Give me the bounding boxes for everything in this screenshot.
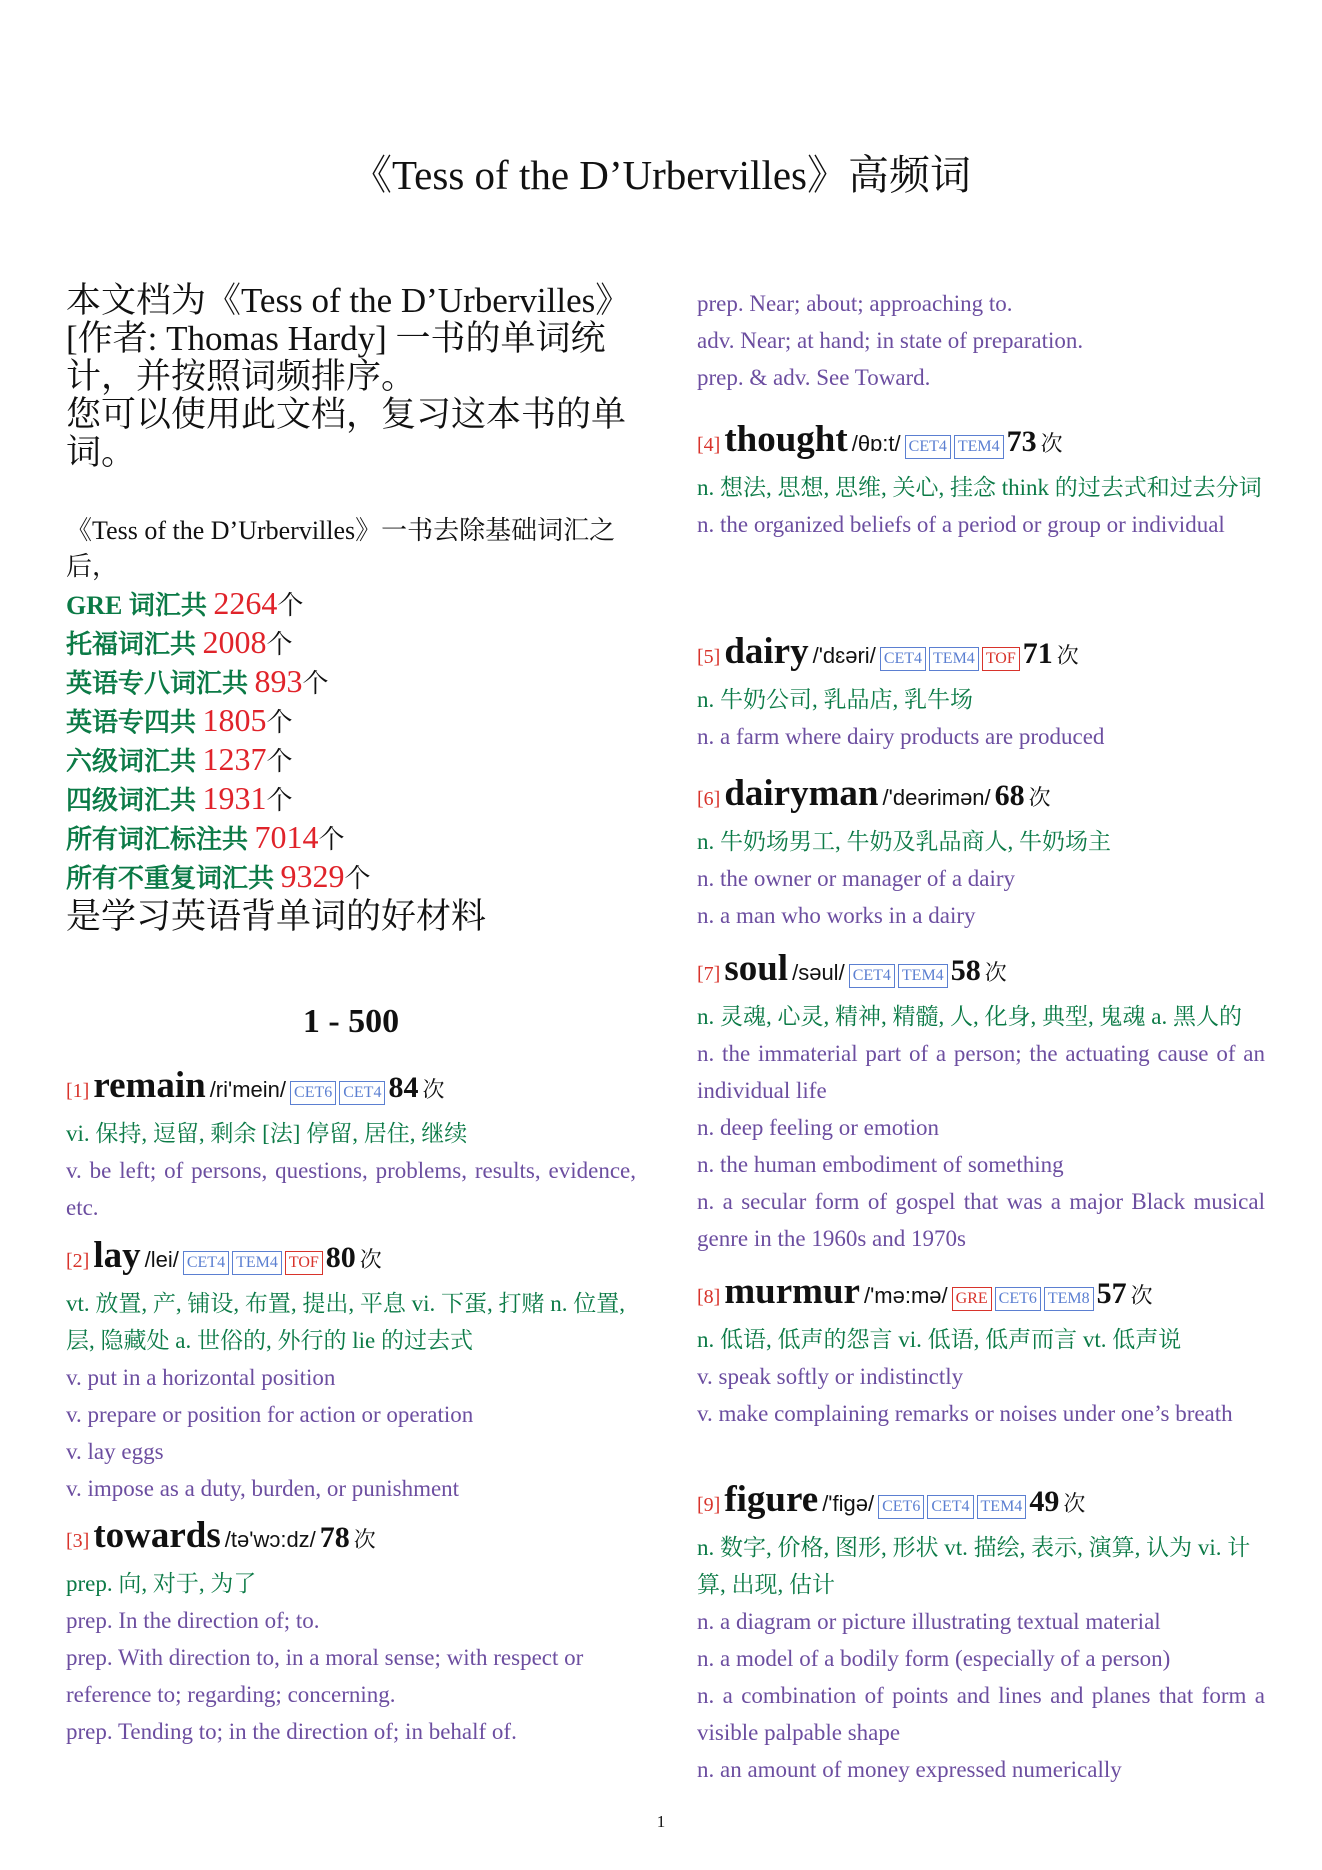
stats-rows xyxy=(66,585,646,897)
frequency-unit: 次 xyxy=(422,1077,445,1102)
entry-frequency: 68 xyxy=(994,779,1025,812)
word-entry xyxy=(697,947,1265,1257)
intro-text xyxy=(66,282,646,472)
definition-chinese: vi. 保持, 逗留, 剩余 [法] 停留, 居住, 继续 xyxy=(66,1121,468,1146)
definition-chinese: vt. 放置, 产, 铺设, 布置, 提出, 平息 vi. 下蛋, 打赌 n. 位置, 层, 隐藏处 a. 世俗的, 外行的 lie 的过去式 xyxy=(66,1291,626,1353)
stat-row xyxy=(66,819,646,858)
word-entry xyxy=(66,1514,636,1750)
entry-frequency: 78 xyxy=(319,1521,350,1554)
stat-row xyxy=(66,780,646,819)
entry-header xyxy=(697,1270,1265,1321)
definition-english: n. the immaterial part of a person; the actuating cause of an individual life xyxy=(697,1041,1265,1103)
word-entry xyxy=(66,1234,636,1507)
entry-header xyxy=(697,947,1265,998)
page-title: 《Tess of the D’Urbervilles》高频词 xyxy=(351,152,971,198)
level-tag: CET4 xyxy=(183,1251,229,1275)
frequency-unit: 次 xyxy=(1028,785,1051,810)
stat-unit: 个 xyxy=(266,630,293,659)
definition-english: v. impose as a duty, burden, or punishment xyxy=(66,1476,460,1501)
definition-english: n. the organized beliefs of a period or group or individual xyxy=(697,512,1225,537)
stat-count: 1931 xyxy=(202,780,267,816)
level-tag: TEM4 xyxy=(232,1251,282,1275)
entry-index: [7] xyxy=(697,963,721,985)
level-tag: TEM4 xyxy=(977,1495,1027,1519)
entry-frequency: 80 xyxy=(325,1241,356,1274)
stat-row xyxy=(66,624,646,663)
stat-row xyxy=(66,702,646,741)
definition-english: reference to; regarding; concerning. xyxy=(66,1682,396,1707)
definition-chinese: n. 牛奶公司, 乳品店, 乳牛场 xyxy=(697,687,973,712)
definition-english: v. prepare or position for action or operation xyxy=(66,1402,474,1427)
entry-phonetic: /'dɛəri/ xyxy=(812,643,876,668)
frequency-unit: 次 xyxy=(353,1527,376,1552)
level-tag: TEM4 xyxy=(898,964,948,988)
entry-word: remain xyxy=(93,1065,206,1106)
intro-line-2: 您可以使用此文档，复习这本书的单词。 xyxy=(66,395,627,472)
entry-word: figure xyxy=(724,1479,819,1520)
definition-english: n. a diagram or picture illustrating textual material xyxy=(697,1609,1161,1634)
level-tag: GRE xyxy=(952,1287,992,1311)
definition-english: prep. & adv. See Toward. xyxy=(697,365,931,390)
definition-chinese: n. 数字, 价格, 图形, 形状 vt. 描绘, 表示, 演算, 认为 vi. 计算, 出现, 估计 xyxy=(697,1535,1251,1597)
stat-count: 2008 xyxy=(202,624,267,660)
entry-header xyxy=(697,1478,1265,1529)
stat-row xyxy=(66,663,646,702)
entry-word: soul xyxy=(724,948,789,989)
definition-english: n. a secular form of gospel that was a major Black musical genre in the 1960s and 1970s xyxy=(697,1189,1265,1251)
word-entry xyxy=(697,630,1265,755)
stat-row xyxy=(66,858,646,897)
definition-english: n. a man who works in a dairy xyxy=(697,903,976,928)
definition-english: n. a model of a bodily form (especially of a person) xyxy=(697,1646,1171,1671)
frequency-unit: 次 xyxy=(359,1247,382,1272)
entry-phonetic: /ri'mein/ xyxy=(209,1077,287,1102)
definition-chinese: n. 低语, 低声的怨言 vi. 低语, 低声而言 vt. 低声说 xyxy=(697,1327,1182,1352)
entry-phonetic: /tə'wɔ:dz/ xyxy=(224,1527,316,1552)
level-tag: CET4 xyxy=(905,435,951,459)
stat-label: 所有词汇标注共 xyxy=(66,825,255,854)
level-tag: CET6 xyxy=(878,1495,924,1519)
definition-english: prep. In the direction of; to. xyxy=(66,1608,320,1633)
entry-frequency: 73 xyxy=(1006,425,1037,458)
definition-english: v. lay eggs xyxy=(66,1439,164,1464)
word-entry xyxy=(66,1064,636,1226)
entry-frequency: 71 xyxy=(1022,637,1053,670)
definition-english: adv. Near; at hand; in state of preparation. xyxy=(697,328,1084,353)
definition-english: prep. Near; about; approaching to. xyxy=(697,291,1013,316)
page-number: 1 xyxy=(656,1812,666,1831)
entry-index: [3] xyxy=(66,1530,90,1552)
level-tag: TOF xyxy=(285,1251,323,1275)
stat-label: 托福词汇共 xyxy=(66,630,203,659)
level-tag: TOF xyxy=(982,647,1020,671)
entry-index: [5] xyxy=(697,646,721,668)
stat-count: 893 xyxy=(254,663,303,699)
section-heading: 1 - 500 xyxy=(302,1003,400,1040)
definition-english: n. the owner or manager of a dairy xyxy=(697,866,1016,891)
word-entry xyxy=(697,772,1265,934)
entry-word: dairyman xyxy=(724,773,879,814)
stat-count: 1805 xyxy=(202,702,267,738)
definition-chinese: n. 牛奶场男工, 牛奶及乳品商人, 牛奶场主 xyxy=(697,829,1111,854)
stat-row xyxy=(66,741,646,780)
frequency-unit: 次 xyxy=(1063,1491,1086,1516)
stat-count: 1237 xyxy=(202,741,267,777)
stat-label: GRE 词汇共 xyxy=(66,591,214,620)
word-entry xyxy=(697,1478,1265,1788)
level-tag: TEM4 xyxy=(929,647,979,671)
entry-header xyxy=(697,772,1265,823)
entry-phonetic: /lei/ xyxy=(144,1247,179,1272)
entry-phonetic: /'figə/ xyxy=(822,1491,875,1516)
level-tag: CET4 xyxy=(339,1081,385,1105)
entry-header xyxy=(697,418,1265,469)
frequency-unit: 次 xyxy=(1056,643,1079,668)
entry-index: [6] xyxy=(697,788,721,810)
entry-index: [8] xyxy=(697,1286,721,1308)
stat-label: 四级词汇共 xyxy=(66,786,203,815)
definition-english: v. put in a horizontal position xyxy=(66,1365,336,1390)
stat-count: 9329 xyxy=(280,858,345,894)
definition-english: v. speak softly or indistinctly xyxy=(697,1364,964,1389)
entry-word: lay xyxy=(93,1235,141,1276)
definition-english: prep. Tending to; in the direction of; in behalf of. xyxy=(66,1719,517,1744)
definition-english: n. an amount of money expressed numerically xyxy=(697,1757,1122,1782)
stat-unit: 个 xyxy=(277,591,304,620)
stat-unit: 个 xyxy=(302,669,329,698)
definition-english: v. be left; of persons, questions, problems, results, evidence, etc. xyxy=(66,1158,636,1220)
entry-header xyxy=(66,1234,636,1285)
level-tag: CET4 xyxy=(849,964,895,988)
word-entry xyxy=(697,418,1265,543)
level-tag: CET6 xyxy=(290,1081,336,1105)
entry-word: dairy xyxy=(724,631,809,672)
entry-word: towards xyxy=(93,1515,221,1556)
entry-word: thought xyxy=(724,419,848,460)
frequency-unit: 次 xyxy=(984,960,1007,985)
entry-index: [2] xyxy=(66,1250,90,1272)
entry-phonetic: /səul/ xyxy=(792,960,845,985)
entry-index: [4] xyxy=(697,434,721,456)
entry-frequency: 58 xyxy=(950,954,981,987)
stat-count: 2264 xyxy=(213,585,278,621)
entry-index: [1] xyxy=(66,1080,90,1102)
stat-count: 7014 xyxy=(254,819,319,855)
entry-frequency: 84 xyxy=(388,1071,419,1104)
entry-word: murmur xyxy=(724,1271,860,1312)
stats-closing: 是学习英语背单词的好材料 xyxy=(66,897,487,936)
level-tag: CET4 xyxy=(927,1495,973,1519)
stat-unit: 个 xyxy=(266,747,293,776)
stat-label: 英语专四共 xyxy=(66,708,203,737)
entry-header xyxy=(697,630,1265,681)
entry-index: [9] xyxy=(697,1494,721,1516)
stat-label: 六级词汇共 xyxy=(66,747,203,776)
entry-phonetic: /'mə:mə/ xyxy=(863,1283,948,1308)
stat-label: 所有不重复词汇共 xyxy=(66,864,281,893)
entry-frequency: 49 xyxy=(1029,1485,1060,1518)
level-tag: TEM8 xyxy=(1044,1287,1094,1311)
definition-english: n. the human embodiment of something xyxy=(697,1152,1064,1177)
level-tag: TEM4 xyxy=(954,435,1004,459)
entry-phonetic: /θɒ:t/ xyxy=(851,431,901,456)
stats-lead: 《Tess of the D’Urbervilles》一书去除基础词汇之后， xyxy=(66,516,616,581)
stat-row xyxy=(66,585,646,624)
entry-frequency: 57 xyxy=(1096,1277,1127,1310)
definition-english: n. a combination of points and lines and planes that form a visible palpable shape xyxy=(697,1683,1265,1745)
entry-header xyxy=(66,1514,636,1565)
level-tag: CET6 xyxy=(995,1287,1041,1311)
stat-unit: 个 xyxy=(318,825,345,854)
frequency-unit: 次 xyxy=(1130,1283,1153,1308)
stat-unit: 个 xyxy=(266,786,293,815)
word-entry xyxy=(697,285,1265,396)
entry-phonetic: /'deərimən/ xyxy=(882,785,991,810)
definition-chinese: n. 灵魂, 心灵, 精神, 精髓, 人, 化身, 典型, 鬼魂 a. 黑人的 xyxy=(697,1004,1242,1029)
definition-english: prep. With direction to, in a moral sense; with respect or xyxy=(66,1645,584,1670)
definition-chinese: prep. 向, 对于, 为了 xyxy=(66,1571,257,1596)
vocab-stats xyxy=(66,513,646,937)
definition-english: n. a farm where dairy products are produced xyxy=(697,724,1105,749)
entry-header xyxy=(66,1064,636,1115)
frequency-unit: 次 xyxy=(1040,431,1063,456)
definition-english: n. deep feeling or emotion xyxy=(697,1115,940,1140)
stat-unit: 个 xyxy=(266,708,293,737)
stat-label: 英语专八词汇共 xyxy=(66,669,255,698)
definition-english: v. make complaining remarks or noises under one’s breath xyxy=(697,1401,1233,1426)
definition-chinese: n. 想法, 思想, 思维, 关心, 挂念 think 的过去式和过去分词 xyxy=(697,475,1262,500)
stat-unit: 个 xyxy=(344,864,371,893)
level-tag: CET4 xyxy=(880,647,926,671)
word-entry xyxy=(697,1270,1265,1432)
intro-line-1: 本文档为《Tess of the D’Urbervilles》[作者: Thomas Hardy] 一书的单词统计，并按照词频排序。 xyxy=(66,281,631,396)
